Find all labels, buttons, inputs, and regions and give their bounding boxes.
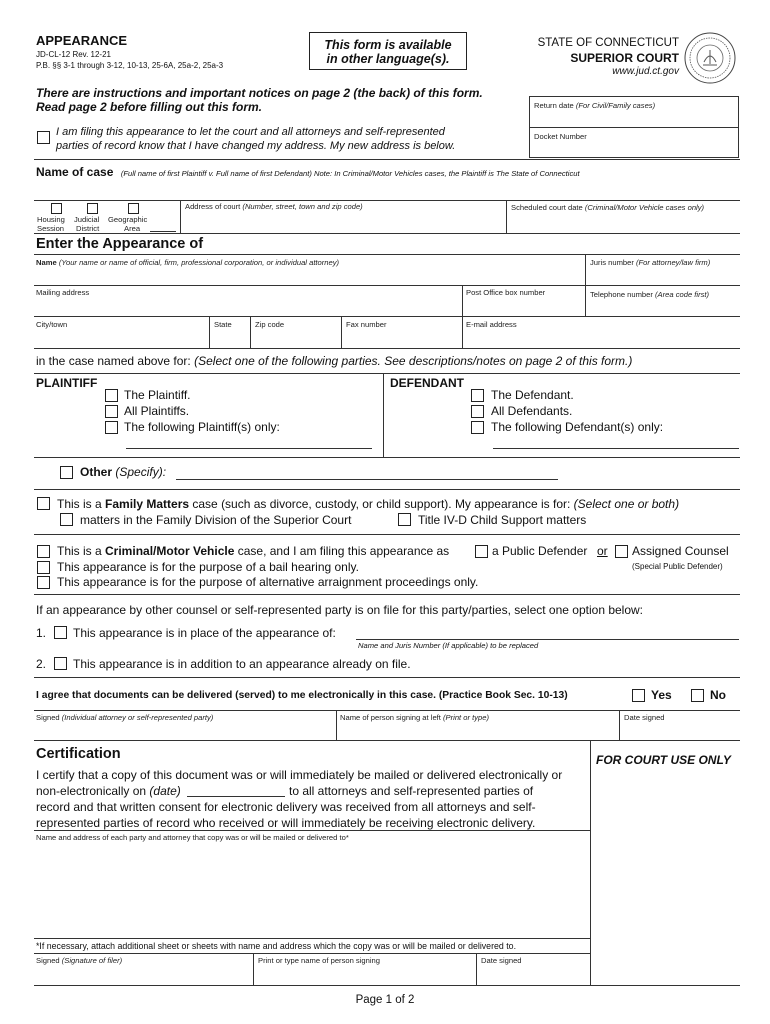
- other-counsel-intro: If an appearance by other counsel or self-represented party is on file for this party/parties, select one option below:: [36, 603, 644, 617]
- defendants-names-line[interactable]: [493, 448, 739, 449]
- defendant-option-3: The following Defendant(s) only:: [491, 420, 664, 434]
- special-public-defender-note: (Special Public Defender): [632, 562, 723, 571]
- housing-session-checkbox[interactable]: [51, 203, 62, 214]
- family-option-2: Title IV-D Child Support matters: [418, 513, 587, 527]
- scheduled-date-field[interactable]: Scheduled court date (Criminal/Motor Vehicle cases only): [511, 203, 705, 212]
- filer-signature-field[interactable]: Signed (Signature of filer): [36, 956, 123, 965]
- area-number-line[interactable]: [150, 231, 176, 232]
- address-change-line-1: I am filing this appearance to let the court and all attorneys and self-represented: [56, 126, 445, 138]
- case-name-field[interactable]: [36, 163, 580, 181]
- title-iv-d-checkbox[interactable]: [398, 513, 411, 526]
- arraignment-text: This appearance is for the purpose of alternative arraignment proceedings only.: [57, 575, 479, 589]
- assigned-counsel-checkbox[interactable]: [615, 545, 628, 558]
- form-id: JD-CL-12 Rev. 12-21: [36, 50, 111, 59]
- electronic-consent-text: I agree that documents can be delivered (served) to me electronically in this case. (Practice Book Sec. 10-13): [36, 690, 568, 701]
- in-addition-text: This appearance is in addition to an appearance already on file.: [73, 657, 411, 671]
- electronic-yes-checkbox[interactable]: [632, 689, 645, 702]
- recipients-field[interactable]: Name and address of each party and attorney that copy was or will be mailed or delivered to*: [36, 833, 349, 842]
- in-place-text: This appearance is in place of the appearance of:: [73, 626, 336, 640]
- state-name: STATE OF CONNECTICUT: [537, 37, 679, 49]
- other-label: Other (Specify):: [80, 465, 167, 479]
- return-date-field[interactable]: Return date (For Civil/Family cases): [534, 101, 656, 110]
- defendant-option-1: The Defendant.: [491, 388, 574, 402]
- court-use-only: FOR COURT USE ONLY: [596, 753, 731, 767]
- other-specify-line[interactable]: [176, 479, 558, 480]
- replaced-hint: Name and Juris Number (If applicable) to be replaced: [358, 641, 539, 650]
- area-label: Area: [124, 224, 141, 233]
- assigned-counsel-label: Assigned Counsel: [632, 544, 729, 558]
- yes-label: Yes: [651, 688, 672, 702]
- juris-number-field[interactable]: Juris number (For attorney/law firm): [590, 258, 711, 267]
- option-1-number: 1.: [36, 626, 47, 640]
- city-field[interactable]: City/town: [36, 320, 68, 329]
- plaintiff-heading: PLAINTIFF: [36, 376, 98, 390]
- date-signed-field[interactable]: Date signed: [624, 713, 665, 722]
- criminal-checkbox[interactable]: [37, 545, 50, 558]
- court-name: SUPERIOR COURT: [570, 51, 679, 65]
- attachment-footnote: *If necessary, attach additional sheet or sheets with name and address which the copy was or will be mailed or delivered to.: [36, 941, 517, 951]
- judicial-label: Judicial: [74, 215, 100, 224]
- defendant-heading: DEFENDANT: [390, 376, 464, 390]
- name-field[interactable]: Name (Your name or name of official, firm, professional corporation, or individual attorney): [36, 258, 340, 267]
- arraignment-checkbox[interactable]: [37, 576, 50, 589]
- state-field[interactable]: State: [214, 320, 232, 329]
- address-change-line-2: parties of record know that I have changed my address. My new address is below.: [56, 140, 456, 152]
- other-checkbox[interactable]: [60, 466, 73, 479]
- defendant-checkbox[interactable]: [471, 389, 484, 402]
- certification-line-4: represented parties of record who received or will immediately be receiving electronic delivery.: [36, 816, 536, 830]
- docket-number-field[interactable]: Docket Number: [534, 132, 587, 141]
- instructions-line-1: There are instructions and important notices on page 2 (the back) of this form.: [36, 86, 483, 100]
- bail-hearing-text: This appearance is for the purpose of a bail hearing only.: [57, 560, 359, 574]
- criminal-text: This is a Criminal/Motor Vehicle case, and I am filing this appearance as: [57, 544, 450, 558]
- defendant-option-2: All Defendants.: [491, 404, 573, 418]
- certification-line-2a: non-electronically on (date): [36, 784, 181, 798]
- signed-field[interactable]: Signed (Individual attorney or self-represented party): [36, 713, 214, 722]
- housing-label: Housing: [37, 215, 65, 224]
- plaintiff-option-3: The following Plaintiff(s) only:: [124, 420, 280, 434]
- family-division-checkbox[interactable]: [60, 513, 73, 526]
- all-plaintiffs-checkbox[interactable]: [105, 405, 118, 418]
- form-title: APPEARANCE: [36, 33, 128, 48]
- zip-field[interactable]: Zip code: [255, 320, 285, 329]
- session-label: Session: [37, 224, 65, 233]
- mailing-address-field[interactable]: Mailing address: [36, 288, 90, 297]
- or-label: or: [597, 544, 608, 558]
- plaintiffs-names-line[interactable]: [126, 448, 372, 449]
- public-defender-label: a Public Defender: [492, 544, 588, 558]
- page-number: Page 1 of 2: [355, 994, 415, 1006]
- po-box-field[interactable]: Post Office box number: [466, 288, 546, 297]
- public-defender-checkbox[interactable]: [475, 545, 488, 558]
- statutes: P.B. §§ 3-1 through 3-12, 10-13, 25-6A, 25a-2, 25a-3: [36, 61, 224, 70]
- replaced-name-line[interactable]: [356, 639, 739, 640]
- telephone-field[interactable]: Telephone number (Area code first): [590, 290, 710, 299]
- certification-date-line[interactable]: [187, 796, 285, 797]
- certification-heading: Certification: [36, 746, 121, 762]
- family-matters-checkbox[interactable]: [37, 497, 50, 510]
- language-box[interactable]: [309, 32, 467, 70]
- filer-name-field[interactable]: Print or type name of person signing: [258, 956, 380, 965]
- district-label: District: [76, 224, 100, 233]
- court-website[interactable]: www.jud.ct.gov: [612, 66, 679, 77]
- following-defendants-checkbox[interactable]: [471, 421, 484, 434]
- case-name-hint: (Full name of first Plaintiff v. Full name of first Defendant) Note: In Criminal/Motor Vehicles cases, the Plaintiff is The State of Connecticut: [120, 169, 580, 178]
- option-2-number: 2.: [36, 657, 47, 671]
- address-change-checkbox[interactable]: [37, 131, 50, 144]
- language-line-1: This form is available: [324, 38, 452, 52]
- geographic-area-checkbox[interactable]: [128, 203, 139, 214]
- parties-intro: in the case named above for: (Select one of the following parties. See descriptions/notes on page 2 of this form.): [36, 354, 633, 368]
- judicial-district-checkbox[interactable]: [87, 203, 98, 214]
- email-field[interactable]: E-mail address: [466, 320, 517, 329]
- in-addition-checkbox[interactable]: [54, 657, 67, 670]
- case-name-label: Name of case: [36, 165, 114, 179]
- geographic-label: Geographic: [108, 215, 148, 224]
- certification-line-1: I certify that a copy of this document was or will immediately be mailed or delivered electronically or: [36, 768, 563, 782]
- following-plaintiffs-checkbox[interactable]: [105, 421, 118, 434]
- instructions-line-2: Read page 2 before filling out this form.: [36, 100, 263, 114]
- filer-date-field[interactable]: Date signed: [481, 956, 522, 965]
- in-place-checkbox[interactable]: [54, 626, 67, 639]
- language-line-2: in other language(s).: [326, 52, 450, 66]
- bail-hearing-checkbox[interactable]: [37, 561, 50, 574]
- state-seal: [684, 32, 736, 84]
- plaintiff-checkbox[interactable]: [105, 389, 118, 402]
- no-label: No: [710, 688, 726, 702]
- plaintiff-option-1: The Plaintiff.: [124, 388, 191, 402]
- electronic-no-checkbox[interactable]: [691, 689, 704, 702]
- court-address-field[interactable]: Address of court (Number, street, town and zip code): [185, 202, 363, 211]
- enter-appearance-heading: Enter the Appearance of: [36, 236, 204, 252]
- plaintiff-option-2: All Plaintiffs.: [124, 404, 190, 418]
- certification-line-3: record and that written consent for electronic delivery was received from all attorneys and self-: [36, 800, 536, 814]
- fax-field[interactable]: Fax number: [346, 320, 387, 329]
- certification-line-2c: to all attorneys and self-represented parties of: [289, 784, 534, 798]
- family-option-1: matters in the Family Division of the Superior Court: [80, 513, 352, 527]
- all-defendants-checkbox[interactable]: [471, 405, 484, 418]
- family-matters-text: This is a Family Matters case (such as divorce, custody, or child support). My appearance is for: (Select one or both): [57, 497, 680, 511]
- signer-name-field[interactable]: Name of person signing at left (Print or type): [340, 713, 490, 722]
